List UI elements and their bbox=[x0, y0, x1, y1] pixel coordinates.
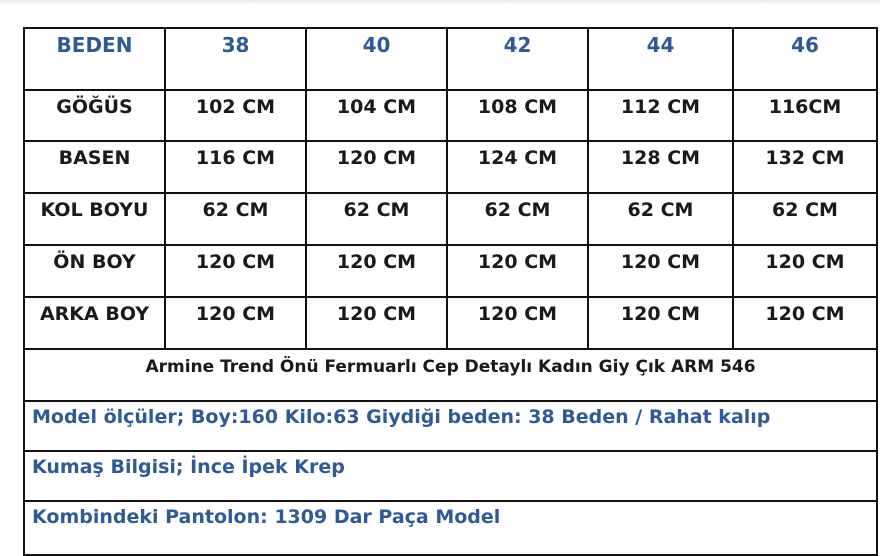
size-header-cell: 38 bbox=[165, 28, 306, 90]
measurement-value-cell: 102 CM bbox=[165, 90, 306, 141]
product-title: Armine Trend Önü Fermuarlı Cep Detaylı Kadın Giy Çık ARM 546 bbox=[24, 349, 877, 401]
measurement-label-cell: BASEN bbox=[24, 141, 165, 193]
measurement-value-cell: 62 CM bbox=[447, 193, 588, 245]
measurement-value-cell: 120 CM bbox=[306, 141, 447, 193]
measurement-row bbox=[24, 245, 877, 297]
measurement-value-cell: 116 CM bbox=[165, 141, 306, 193]
measurement-value-cell: 62 CM bbox=[306, 193, 447, 245]
measurement-value-cell: 132 CM bbox=[733, 141, 877, 193]
top-shadow-bar bbox=[0, 0, 880, 4]
measurement-label-cell: ÖN BOY bbox=[24, 245, 165, 297]
measurement-value-cell: 120 CM bbox=[447, 245, 588, 297]
measurement-value-cell: 120 CM bbox=[588, 245, 733, 297]
measurement-value-cell: 62 CM bbox=[588, 193, 733, 245]
size-header-row bbox=[24, 28, 877, 90]
measurement-value-cell: 120 CM bbox=[447, 297, 588, 349]
size-header-cell: 44 bbox=[588, 28, 733, 90]
fabric-info-text: Kumaş Bilgisi; İnce İpek Krep bbox=[24, 451, 877, 501]
measurement-value-cell: 112 CM bbox=[588, 90, 733, 141]
measurement-value-cell: 120 CM bbox=[165, 245, 306, 297]
measurement-value-cell: 62 CM bbox=[733, 193, 877, 245]
measurement-value-cell: 116CM bbox=[733, 90, 877, 141]
product-title-row bbox=[24, 349, 877, 401]
measurement-value-cell: 108 CM bbox=[447, 90, 588, 141]
combo-pants-text: Kombindeki Pantolon: 1309 Dar Paça Model bbox=[24, 501, 877, 555]
measurement-value-cell: 120 CM bbox=[588, 297, 733, 349]
size-chart-table bbox=[23, 27, 878, 556]
measurement-value-cell: 104 CM bbox=[306, 90, 447, 141]
measurement-row bbox=[24, 141, 877, 193]
measurement-value-cell: 124 CM bbox=[447, 141, 588, 193]
measurement-value-cell: 128 CM bbox=[588, 141, 733, 193]
model-measurements-text: Model ölçüler; Boy:160 Kilo:63 Giydiği beden: 38 Beden / Rahat kalıp bbox=[24, 401, 877, 451]
measurement-value-cell: 120 CM bbox=[306, 245, 447, 297]
measurement-label-cell: ARKA BOY bbox=[24, 297, 165, 349]
measurement-row bbox=[24, 297, 877, 349]
measurement-value-cell: 120 CM bbox=[733, 245, 877, 297]
model-info-row bbox=[24, 401, 877, 451]
measurement-row bbox=[24, 90, 877, 141]
combo-info-row bbox=[24, 501, 877, 555]
measurement-row bbox=[24, 193, 877, 245]
fabric-info-row bbox=[24, 451, 877, 501]
size-header-cell: 42 bbox=[447, 28, 588, 90]
measurement-value-cell: 62 CM bbox=[165, 193, 306, 245]
header-label-cell: BEDEN bbox=[24, 28, 165, 90]
measurement-value-cell: 120 CM bbox=[165, 297, 306, 349]
measurement-label-cell: GÖĞÜS bbox=[24, 90, 165, 141]
size-header-cell: 46 bbox=[733, 28, 877, 90]
measurement-value-cell: 120 CM bbox=[306, 297, 447, 349]
size-header-cell: 40 bbox=[306, 28, 447, 90]
measurement-label-cell: KOL BOYU bbox=[24, 193, 165, 245]
measurement-value-cell: 120 CM bbox=[733, 297, 877, 349]
